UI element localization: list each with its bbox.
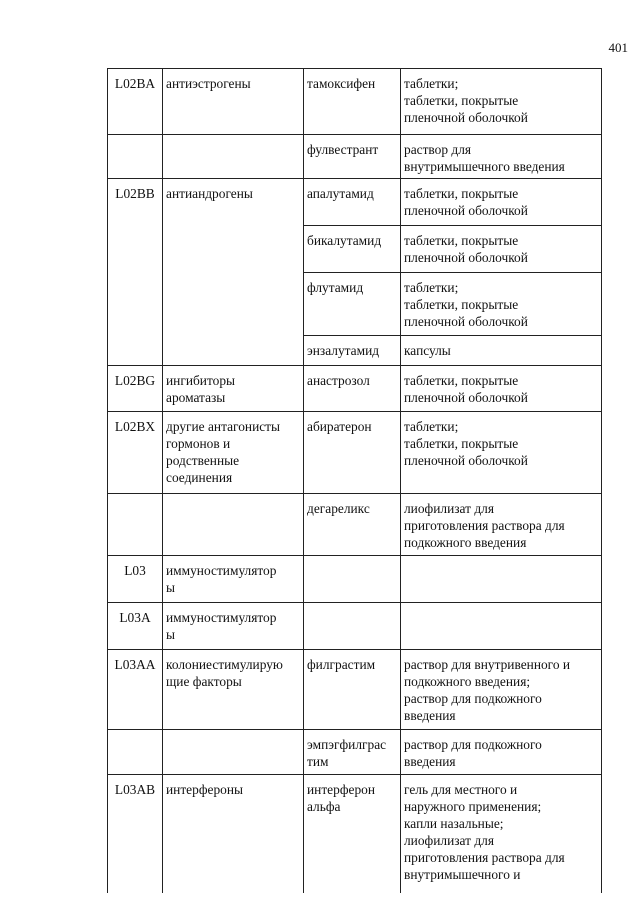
drug-name-cell: анастрозол: [304, 366, 401, 412]
atc-code-cell: L02BX: [108, 412, 163, 494]
dosage-form-cell: таблетки; таблетки, покрытые пленочной оболочкой: [401, 412, 602, 494]
group-name-cell: [163, 730, 304, 775]
drug-name-cell: [304, 603, 401, 650]
dosage-form-cell: гель для местного и наружного применения; капли назальные; лиофилизат для приготовления раствора для внутримышечного и: [401, 775, 602, 893]
table-row: [108, 730, 602, 775]
group-name-cell: [163, 494, 304, 556]
group-name-cell: другие антагонисты гормонов и родственные соединения: [163, 412, 304, 494]
table-row: [108, 650, 602, 730]
drug-name-cell: энзалутамид: [304, 336, 401, 366]
atc-code-cell: L02BA: [108, 69, 163, 135]
table-row: [108, 775, 602, 893]
dosage-form-cell: раствор для внутривенного и подкожного введения; раствор для подкожного введения: [401, 650, 602, 730]
drug-name-cell: флутамид: [304, 273, 401, 336]
drug-name-cell: [304, 556, 401, 603]
dosage-form-cell: [401, 603, 602, 650]
drug-name-cell: интерферон альфа: [304, 775, 401, 893]
dosage-form-cell: таблетки; таблетки, покрытые пленочной оболочкой: [401, 69, 602, 135]
atc-code-cell: L03AB: [108, 775, 163, 893]
table-row: [108, 135, 602, 179]
drug-name-cell: эмпэгфилграс тим: [304, 730, 401, 775]
dosage-form-cell: [401, 556, 602, 603]
table-row: [108, 412, 602, 494]
group-name-cell: интерфероны: [163, 775, 304, 893]
group-name-cell: иммуностимулятор ы: [163, 603, 304, 650]
atc-code-cell: L03: [108, 556, 163, 603]
dosage-form-cell: раствор для подкожного введения: [401, 730, 602, 775]
drug-name-cell: бикалутамид: [304, 226, 401, 273]
drug-name-cell: дегареликс: [304, 494, 401, 556]
atc-code-cell: L03A: [108, 603, 163, 650]
dosage-form-cell: таблетки, покрытые пленочной оболочкой: [401, 366, 602, 412]
dosage-form-cell: таблетки; таблетки, покрытые пленочной оболочкой: [401, 273, 602, 336]
page-number: 401: [608, 40, 628, 55]
table-row: [108, 556, 602, 603]
dosage-form-cell: капсулы: [401, 336, 602, 366]
group-name-cell: иммуностимулятор ы: [163, 556, 304, 603]
dosage-form-cell: таблетки, покрытые пленочной оболочкой: [401, 226, 602, 273]
dosage-form-cell: лиофилизат для приготовления раствора для подкожного введения: [401, 494, 602, 556]
group-name-cell: антиандрогены: [163, 179, 304, 366]
group-name-cell: [163, 135, 304, 179]
group-name-cell: колониестимулирую щие факторы: [163, 650, 304, 730]
drug-name-cell: тамоксифен: [304, 69, 401, 135]
atc-code-cell: L02BG: [108, 366, 163, 412]
table-row: [108, 494, 602, 556]
group-name-cell: антиэстрогены: [163, 69, 304, 135]
atc-code-cell: [108, 730, 163, 775]
atc-code-cell: L03AA: [108, 650, 163, 730]
atc-code-cell: [108, 494, 163, 556]
drug-name-cell: фулвестрант: [304, 135, 401, 179]
dosage-form-cell: таблетки, покрытые пленочной оболочкой: [401, 179, 602, 226]
table-row: [108, 603, 602, 650]
drug-name-cell: абиратерон: [304, 412, 401, 494]
drug-table: [107, 68, 602, 893]
atc-code-cell: [108, 135, 163, 179]
drug-name-cell: филграстим: [304, 650, 401, 730]
table-row: [108, 69, 602, 135]
atc-code-cell: L02BB: [108, 179, 163, 366]
dosage-form-cell: раствор для внутримышечного введения: [401, 135, 602, 179]
group-name-cell: ингибиторы ароматазы: [163, 366, 304, 412]
table-row: [108, 366, 602, 412]
drug-name-cell: апалутамид: [304, 179, 401, 226]
table-row: [108, 179, 602, 226]
